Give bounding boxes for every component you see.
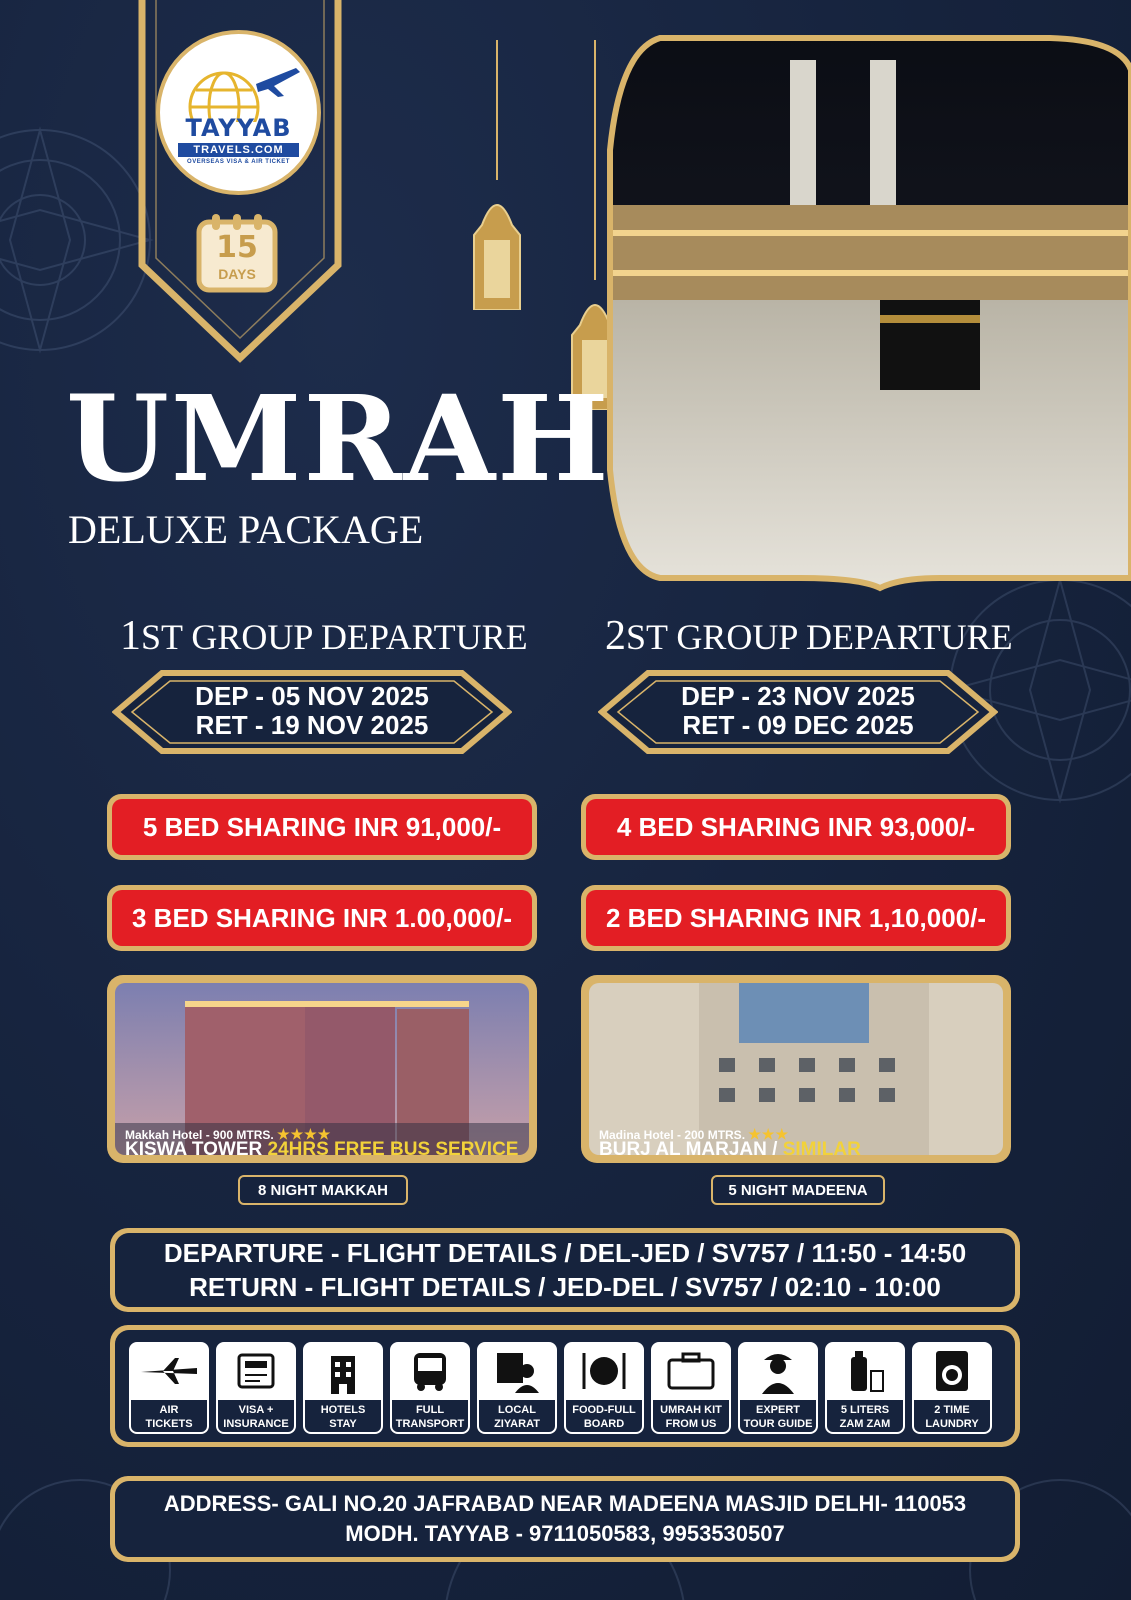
price-label: 5 BED SHARING INR 91,000/- (112, 799, 532, 855)
makkah-hotel-title: KISWA TOWER (125, 1139, 263, 1155)
amenity-label-line1: AIR (159, 1404, 179, 1416)
star-rating-icon: ★★★ (748, 1126, 790, 1142)
price-badge (107, 794, 537, 860)
group-2-title-text: ST GROUP DEPARTURE (626, 617, 1013, 657)
duration-unit: DAYS (218, 266, 256, 282)
makkah-hotel-card (107, 975, 537, 1163)
amenity-umrah-kit (651, 1342, 731, 1432)
amenity-full-transport (390, 1342, 470, 1432)
amenity-zam-zam (825, 1342, 905, 1432)
group-2-departure-date: DEP - 23 NOV 2025 (681, 681, 915, 711)
madina-hotel-photo (589, 983, 1003, 1155)
amenity-label-line2: ZAM ZAM (839, 1418, 891, 1430)
amenity-label-line2: INSURANCE (223, 1418, 289, 1430)
water-bottle-icon (843, 1349, 887, 1393)
airplane-icon (139, 1356, 199, 1386)
amenity-label-line2: STAY (329, 1418, 357, 1430)
amenities-panel (110, 1325, 1020, 1447)
amenity-label-line2: ZIYARAT (494, 1418, 540, 1430)
kaaba-photo (600, 30, 1131, 595)
amenity-label-line1: EXPERT (755, 1404, 800, 1416)
amenity-laundry (912, 1342, 992, 1432)
amenity-hotels-stay (303, 1342, 383, 1432)
group-1-departure-date: DEP - 05 NOV 2025 (195, 681, 429, 711)
madina-hotel-title: BURJ AL MARJAN / (599, 1139, 783, 1155)
contact-panel (110, 1476, 1020, 1562)
amenity-label-line2: FROM US (665, 1418, 717, 1430)
tayyab-logo (156, 30, 321, 195)
brand-site: TRAVELS.COM (178, 143, 299, 157)
phone-text: MODH. TAYYAB - 9711050583, 9953530507 (345, 1521, 785, 1546)
amenity-label-line2: BOARD (583, 1418, 625, 1430)
madina-hotel-name (599, 1139, 861, 1155)
group-1-return-date: RET - 19 NOV 2025 (195, 710, 429, 740)
brand-tagline: OVERSEAS VISA & AIR TICKET (187, 159, 290, 165)
amenity-label-line1: FULL (415, 1404, 445, 1416)
makkah-nights-badge: 8 NIGHT MAKKAH (238, 1175, 408, 1205)
amenity-food-full-board (564, 1342, 644, 1432)
madina-hotel-extra: SIMILAR (782, 1139, 861, 1155)
duration-calendar (196, 212, 278, 294)
tour-guide-icon (758, 1348, 798, 1394)
departure-flight-details: DEPARTURE - FLIGHT DETAILS / DEL-JED / SV757 / 11:50 - 14:50 (163, 1238, 967, 1268)
group-1-title (120, 612, 528, 660)
price-badge (581, 885, 1011, 951)
amenity-label-line1: UMRAH KIT (660, 1404, 722, 1416)
return-flight-details: RETURN - FLIGHT DETAILS / JED-DEL / SV757 / 02:10 - 10:00 (189, 1272, 941, 1302)
madina-hotel-card (581, 975, 1011, 1163)
group-1-title-number: 1 (120, 613, 141, 659)
page-title: UMRAH (66, 369, 611, 508)
price-badge (581, 794, 1011, 860)
flight-details-panel (110, 1228, 1020, 1312)
group-2-title (605, 612, 1013, 660)
amenity-label-line1: 5 LITERS (840, 1404, 890, 1416)
madina-hotel-caption: Madina Hotel - 200 MTRS. (599, 1128, 746, 1142)
makkah-hotel-name (125, 1139, 518, 1155)
amenity-label-line2: TRANSPORT (395, 1418, 465, 1430)
visa-card-icon (236, 1351, 276, 1391)
page-subtitle: DELUXE PACKAGE (68, 507, 424, 552)
amenity-label-line1: VISA + (238, 1404, 274, 1416)
amenity-label-line1: FOOD-FULL (572, 1404, 636, 1416)
group-2-dates (598, 667, 998, 757)
brand-name: TAYYAB (185, 114, 292, 142)
group-1-title-text: ST GROUP DEPARTURE (141, 617, 528, 657)
hotel-building-icon (325, 1348, 361, 1394)
madeena-nights-badge: 5 NIGHT MADEENA (711, 1175, 885, 1205)
makkah-hotel-caption: Makkah Hotel - 900 MTRS. (125, 1128, 274, 1142)
ziyarat-guide-icon (495, 1349, 539, 1393)
price-badge (107, 885, 537, 951)
amenity-label-line1: HOTELS (320, 1404, 366, 1416)
amenity-visa-insurance (216, 1342, 296, 1432)
address-text: ADDRESS- GALI NO.20 JAFRABAD NEAR MADEENA MASJID DELHI- 110053 (163, 1491, 967, 1516)
makkah-hotel-photo (115, 983, 529, 1155)
amenity-label-line1: LOCAL (498, 1404, 536, 1416)
price-label: 4 BED SHARING INR 93,000/- (586, 799, 1006, 855)
group-2-return-date: RET - 09 DEC 2025 (682, 710, 914, 740)
duration-number: 15 (216, 230, 258, 265)
washing-machine-icon (934, 1349, 970, 1393)
amenity-label-line1: 2 TIME (934, 1404, 970, 1416)
lantern-icon (462, 40, 532, 310)
makkah-hotel-extra: 24HRS FREE BUS SERVICE (267, 1139, 519, 1155)
price-label: 3 BED SHARING INR 1.00,000/- (112, 890, 532, 946)
star-rating-icon: ★★★★ (277, 1126, 332, 1142)
plate-cutlery-icon (579, 1349, 629, 1393)
suitcase-icon (666, 1351, 716, 1391)
bus-icon (408, 1349, 452, 1393)
amenity-expert-tour-guide (738, 1342, 818, 1432)
group-2-title-number: 2 (605, 613, 626, 659)
price-label: 2 BED SHARING INR 1,10,000/- (586, 890, 1006, 946)
amenity-local-ziyarat (477, 1342, 557, 1432)
globe-plane-icon (174, 62, 304, 122)
amenity-air-tickets (129, 1342, 209, 1432)
amenity-label-line2: TICKETS (145, 1418, 193, 1430)
group-1-dates (112, 667, 512, 757)
amenity-label-line2: TOUR GUIDE (743, 1418, 813, 1430)
amenity-label-line2: LAUNDRY (925, 1418, 979, 1430)
